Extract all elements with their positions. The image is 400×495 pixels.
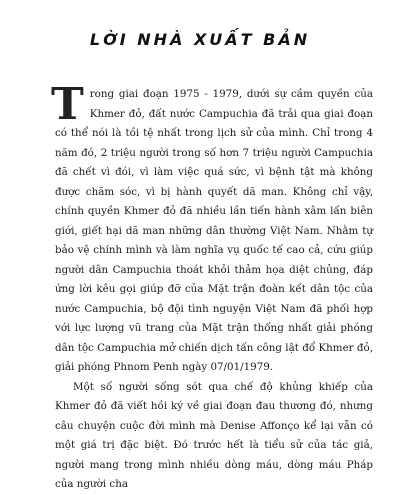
drop-cap: T bbox=[51, 79, 84, 130]
paragraph-2-text: Một số người sống sót qua chế độ khủng khiếp của Khmer đỏ đã viết hồi ký về giai đoạn đau thương đó, nhưng câu chuyện cuộc đời mình mà Denise Affonço kể lại vẫn có một giá trị đặc biệt. Đó trước hết là tiểu sử của tác giả, người mang trong mình nhiều dòng máu, dòng máu Pháp của người cha bbox=[55, 380, 373, 490]
paragraph-1-text: rong giai đoạn 1975 - 1979, dưới sự cầm quyền của Khmer đỏ, đất nước Campuchia đã trải qua giai đoạn có thể nói là tồi tệ nhất trong lịch sử của mình. Chỉ trong 4 năm đó, 2 triệu người trong số hơn 7 triệu người Campuchia đã chết vì đói, vì làm việc quá sức, vì bệnh tật mà không được chăm sóc, vì bị hành quyết dã man. Không chỉ vậy, chính quyền Khmer đỏ đã nhiều lần tiến hành xâm lấn biên giới, giết hại dã man những dân thường Việt Nam. Nhằm tự bảo vệ chính mình và làm nghĩa vụ quốc tế cao cả, cứu giúp người dân Campuchia thoát khỏi thảm họa diệt chủng, đáp ứng lời kêu gọi giúp đỡ của Mặt trận đoàn kết dân tộc của nước Campuchia, bộ đội tình nguyện Việt Nam đã phối hợp với lực lượng vũ trang của Mặt trận thống nhất giải phóng dân tộc Campuchia mở chiến dịch tấn công lật đổ Khmer đỏ, giải phóng Phnom Penh ngày 07/01/1979. bbox=[55, 88, 373, 373]
paragraph-2 bbox=[55, 378, 373, 495]
body-text bbox=[51, 79, 373, 495]
paragraph-1 bbox=[51, 79, 373, 378]
page-title: LỜI NHÀ XUẤT BẢN bbox=[89, 30, 311, 49]
